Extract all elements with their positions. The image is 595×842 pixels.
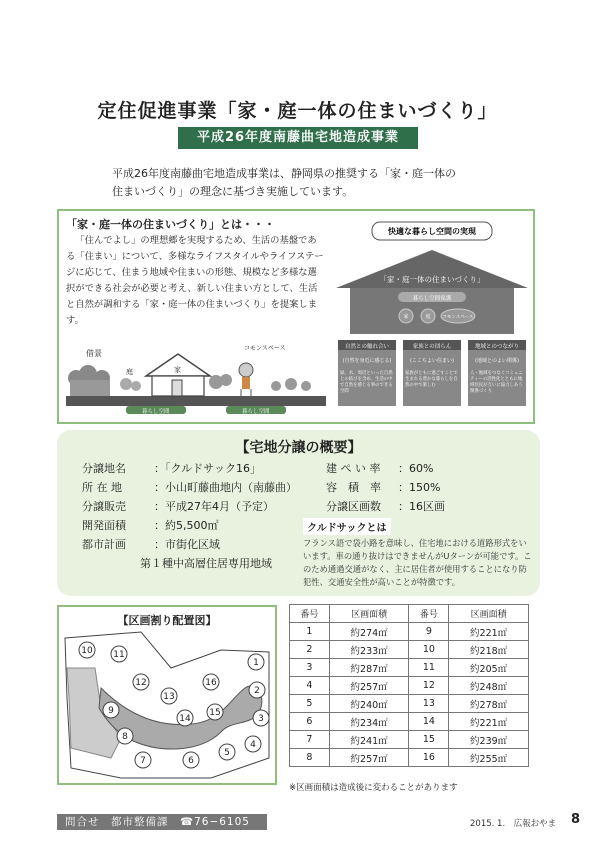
intro-text	[112, 165, 512, 201]
circle-ie: 家	[403, 314, 409, 320]
lot-label	[249, 682, 265, 698]
summary-value: 市街化区域	[165, 538, 220, 551]
svg-text:11: 11	[113, 650, 125, 660]
lot-map	[61, 628, 273, 782]
pillar-title-nature: 自然との触れ合い	[344, 344, 390, 350]
table-row	[290, 623, 529, 641]
svg-text:5: 5	[224, 748, 230, 758]
label-commonspace: コモンスペース	[244, 345, 286, 352]
culdesac-body: フランス語で袋小路を意味し、住宅地における道路形式をいいます。車の通り抜けはできませんがUターンが可能です。このため通過交通がなく、主に居住者が使用することになり防犯性、交通安全性が高いことが特徴です。	[303, 538, 532, 587]
culdesac-title: クルドサックとは	[303, 518, 391, 535]
table-cell: 5	[290, 695, 330, 713]
house-garden-illustration	[66, 340, 326, 418]
table-row	[290, 713, 529, 731]
table-row	[290, 659, 529, 677]
diagram-roof-sub: 暮らし空間保護	[412, 296, 452, 302]
lot-label	[177, 710, 193, 726]
table-cell: 約241㎡	[329, 731, 409, 749]
summary-key: 分譲地名	[82, 462, 126, 475]
summary-right	[326, 459, 445, 516]
summary-key: 分譲区画数	[326, 500, 381, 513]
table-row	[290, 641, 529, 659]
table-cell: 3	[290, 659, 330, 677]
svg-text:4: 4	[250, 740, 256, 750]
table-cell: 13	[409, 695, 449, 713]
summary-key: 所 在 地	[82, 481, 122, 494]
summary-value: 60%	[409, 462, 434, 475]
lot-map-title: 【区画割り配置図】	[117, 614, 217, 627]
summary-value: 平成27年4月（予定）	[165, 500, 274, 513]
table-cell: 約221㎡	[449, 623, 529, 641]
table-cell: 約233㎡	[329, 641, 409, 659]
table-cell: 10	[409, 641, 449, 659]
svg-text:13: 13	[163, 692, 175, 702]
summary-key: 容 積 率	[326, 481, 381, 494]
summary-row: 都市計画 ：市街化区域	[82, 535, 297, 554]
table-cell: 15	[409, 731, 449, 749]
summary-value: 16区画	[409, 500, 445, 513]
page-subtitle: 平成26年度南藤曲宅地造成事業	[178, 127, 418, 149]
pillar-text-family: 家族がともに過ごすことで生まれる豊かな暮らしを自然の中で楽しむ	[405, 371, 458, 388]
table-row	[290, 695, 529, 713]
table-cell: 約257㎡	[329, 749, 409, 767]
lot-label	[79, 642, 95, 658]
page-number: 8	[571, 812, 581, 827]
diagram-banner: 快適な暮らし空間の実現	[388, 227, 476, 236]
table-cell: 16	[409, 749, 449, 767]
summary-left	[82, 459, 297, 573]
table-cell: 約287㎡	[329, 659, 409, 677]
table-cell: 1	[290, 623, 330, 641]
label-kurashi2: 暮らし空間	[242, 409, 270, 415]
svg-text:8: 8	[122, 732, 128, 742]
pillar-title-family: 家族との団らん	[412, 344, 452, 350]
table-cell: 約257㎡	[329, 677, 409, 695]
pillar-title-community: 地域とのつながり	[474, 344, 520, 350]
svg-text:15: 15	[209, 708, 221, 718]
circle-niwa: 庭	[425, 314, 431, 320]
summary-row: 開発面積 ：約5,500㎡	[82, 516, 297, 535]
pillar-head-nature: (自然を身近に感じる)	[342, 358, 392, 364]
svg-text:16: 16	[205, 678, 217, 688]
table-header: 区画面積	[449, 605, 529, 623]
table-row	[290, 731, 529, 749]
summary-row: 建 ぺ い 率 ：60%	[326, 459, 445, 478]
culdesac-explainer	[303, 516, 533, 589]
label-kurashi1: 暮らし空間	[142, 409, 170, 415]
table-cell: 6	[290, 713, 330, 731]
table-cell: 約278㎡	[449, 695, 529, 713]
label-ie: 家	[174, 366, 181, 374]
svg-text:10: 10	[81, 646, 93, 656]
table-cell: 約234㎡	[329, 713, 409, 731]
svg-text:7: 7	[140, 756, 146, 766]
pillar-text-community: 人・地域をつなぐコミュニティーの活性化とともに地域住民が互いに協力しあう関係づくり	[470, 371, 523, 394]
diagram-roof-title: 「家・庭一体の住まいづくり」	[379, 275, 485, 284]
table-header: 番号	[409, 605, 449, 623]
summary-value: 約5,500㎡	[165, 519, 219, 532]
lot-label	[183, 752, 199, 768]
svg-text:6: 6	[188, 756, 194, 766]
table-cell: 7	[290, 731, 330, 749]
table-cell: 4	[290, 677, 330, 695]
summary-key: 開発面積	[82, 519, 126, 532]
intro-line: 平成26年度南藤曲宅地造成事業は、静岡県の推奨する「家・庭一体の	[112, 167, 456, 180]
publication-info: 2015. 1. 広報おやま	[470, 819, 557, 829]
lot-label	[135, 752, 151, 768]
table-cell: 11	[409, 659, 449, 677]
circle-common: コモンスペース	[442, 315, 474, 320]
pillar-head-community: (地域とのよい関係)	[475, 358, 519, 364]
table-row	[290, 677, 529, 695]
lot-label	[133, 674, 149, 690]
table-header-row	[290, 605, 529, 623]
pillar-text-nature: 緑、水、周辺といった自然との結びを含め、生活の中で自然を感じる事のできる空間	[340, 371, 393, 394]
lot-label	[103, 702, 119, 718]
summary-row: 分譲販売 ：平成27年4月（予定）	[82, 497, 297, 516]
label-shakkei: 借景	[86, 349, 102, 358]
summary-row: 容 積 率 ：150%	[326, 478, 445, 497]
lot-label	[203, 674, 219, 690]
table-cell: 2	[290, 641, 330, 659]
summary-row: 分譲区画数 ：16区画	[326, 497, 445, 516]
svg-text:2: 2	[254, 686, 260, 696]
lot-area-table	[289, 604, 529, 767]
summary-value: 150%	[409, 481, 441, 494]
svg-text:12: 12	[135, 678, 147, 688]
table-cell: 約218㎡	[449, 641, 529, 659]
pillar-head-family: (ここちよい住まい)	[410, 358, 454, 364]
summary-row: 所 在 地 ：小山町藤曲地内（南藤曲）	[82, 478, 297, 497]
table-cell: 9	[409, 623, 449, 641]
summary-key: 建 ぺ い 率	[326, 462, 381, 475]
summary-value: 「クルドサック16」	[165, 462, 261, 475]
table-note: ※区画面積は造成後に変わることがあります	[289, 783, 458, 793]
lot-label	[117, 728, 133, 744]
page-title: 定住促進事業「家・庭一体の住まいづくり」	[97, 100, 498, 122]
summary-row: 分譲地名 ：「クルドサック16」	[82, 459, 297, 478]
table-cell: 12	[409, 677, 449, 695]
svg-text:9: 9	[108, 706, 114, 716]
summary-key: 分譲販売	[82, 500, 126, 513]
table-cell: 約240㎡	[329, 695, 409, 713]
lot-label	[245, 736, 261, 752]
concept-heading: 「家・庭一体の住まいづくり」とは・・・	[66, 218, 275, 231]
label-niwa: 庭	[126, 368, 133, 376]
svg-text:14: 14	[179, 714, 191, 724]
table-cell: 14	[409, 713, 449, 731]
lot-label	[253, 710, 269, 726]
lot-label	[207, 704, 223, 720]
table-header: 番号	[290, 605, 330, 623]
lot-label	[111, 646, 127, 662]
table-header: 区画面積	[329, 605, 409, 623]
table-cell: 約205㎡	[449, 659, 529, 677]
table-row	[290, 749, 529, 767]
table-cell: 8	[290, 749, 330, 767]
svg-text:1: 1	[253, 658, 259, 668]
lot-label	[161, 688, 177, 704]
summary-title: 【宅地分譲の概要】	[235, 440, 362, 456]
lot-label	[248, 654, 264, 670]
table-cell: 約274㎡	[329, 623, 409, 641]
summary-zoning: 第１種中高層住居専用地域	[140, 557, 272, 570]
table-cell: 約255㎡	[449, 749, 529, 767]
table-cell: 約239㎡	[449, 731, 529, 749]
table-cell: 約221㎡	[449, 713, 529, 731]
summary-key: 都市計画	[82, 538, 126, 551]
table-cell: 約248㎡	[449, 677, 529, 695]
intro-line: 住まいづくり」の理念に基づき実施しています。	[112, 185, 354, 198]
lot-label	[219, 744, 235, 760]
contact-bar: 問合せ 都市整備課 ☎76−6105	[57, 814, 267, 830]
svg-text:3: 3	[258, 714, 264, 724]
summary-value: 小山町藤曲地内（南藤曲）	[165, 481, 297, 494]
concept-body: 「住んでよし」の理想郷を実現するため、生活の基盤である「住まい」について、多様なライフスタイルやライフステージに応じて、住まう地域や住まいの形態、規模など多様な選択ができる社会が必要と考え、新しい住まい方として、生活と自然が調和する「家・庭一体の住まいづくり」を提案します。	[66, 235, 324, 326]
